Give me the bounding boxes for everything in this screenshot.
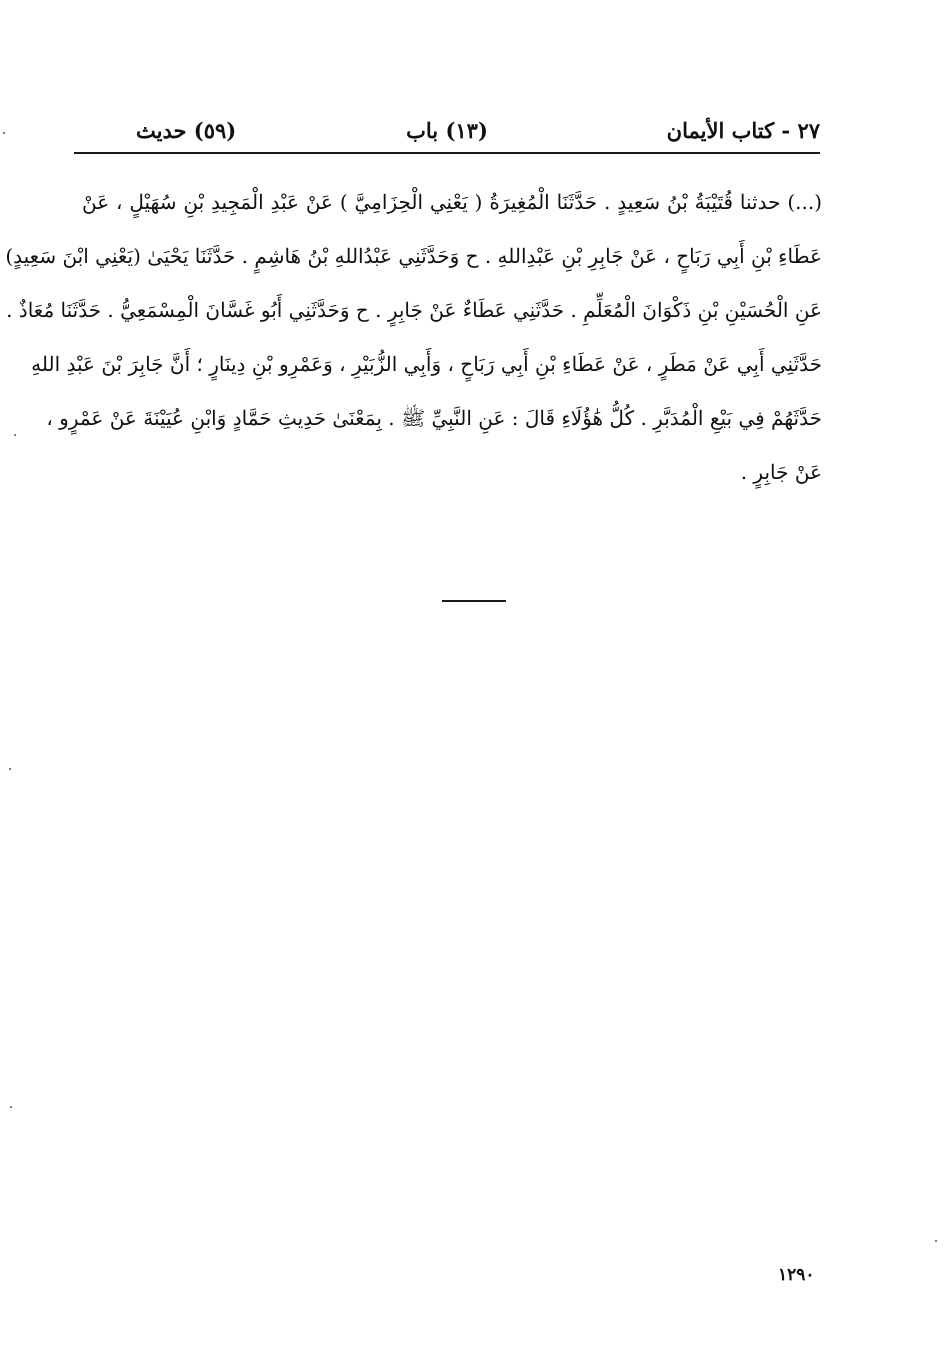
section-end-rule: [442, 600, 506, 602]
text-line: (...) حدثنا قُتَيْبَةُ بْنُ سَعِيدٍ . حَدَّثَنَا الْمُغِيرَةُ ( يَعْنِي الْحِزَامِيَّ ) عَنْ عَبْدِ الْمَجِيدِ بْنِ سُهَيْلٍ ، عَنْ: [82, 190, 822, 214]
page-number: ١٢٩٠: [778, 1265, 815, 1285]
text-line: عَنْ جَابِرٍ .: [740, 460, 822, 484]
header-divider: [74, 152, 820, 154]
header-chapter: (١٣) باب: [406, 118, 488, 143]
header-book-title: ٢٧ - كتاب الأيمان: [666, 118, 820, 143]
scan-speck: [10, 1106, 12, 1108]
scan-speck: [935, 1240, 937, 1242]
hadith-text: [5, 178, 822, 502]
header-hadith-number: (٥٩) حديث: [136, 118, 237, 143]
scan-speck: [3, 132, 5, 134]
page-header: [74, 110, 820, 154]
scan-speck: [9, 768, 11, 770]
text-line: حَدَّثَنِي أَبِي عَنْ مَطَرٍ ، عَنْ عَطَاءِ بْنِ أَبِي رَبَاحٍ ، وَأَبِي الزُّبَيْرِ ، وَعَمْرِو بْنِ دِينَارٍ ؛ أَنَّ جَابِرَ بْنَ عَبْدِ اللهِ: [31, 352, 822, 376]
text-line: عَطَاءِ بْنِ أَبِي رَبَاحٍ ، عَنْ جَابِرِ بْنِ عَبْدِاللهِ . ح وَحَدَّثَنِي عَبْدُاللهِ بْنُ هَاشِمٍ . حَدَّثَنَا يَحْيَىٰ (يَعْنِي ابْنَ سَعِيدٍ): [5, 244, 822, 268]
text-line: عَنِ الْحُسَيْنِ بْنِ ذَكْوَانَ الْمُعَلِّمِ . حَدَّثَنِي عَطَاءٌ عَنْ جَابِرٍ . ح وَحَدَّثَنِي أَبُو غَسَّانَ الْمِسْمَعِيُّ . حَدَّثَنَا مُعَاذٌ .: [6, 298, 822, 322]
text-line: حَدَّثَهُمْ فِي بَيْعِ الْمُدَبَّرِ . كُلُّ هَٰؤُلَاءِ قَالَ : عَنِ النَّبِيِّ ﷺ . بِمَعْنَىٰ حَدِيثِ حَمَّادٍ وَابْنِ عُيَيْنَةَ عَنْ عَمْرٍو ،: [46, 406, 822, 430]
scan-speck: [14, 434, 16, 436]
